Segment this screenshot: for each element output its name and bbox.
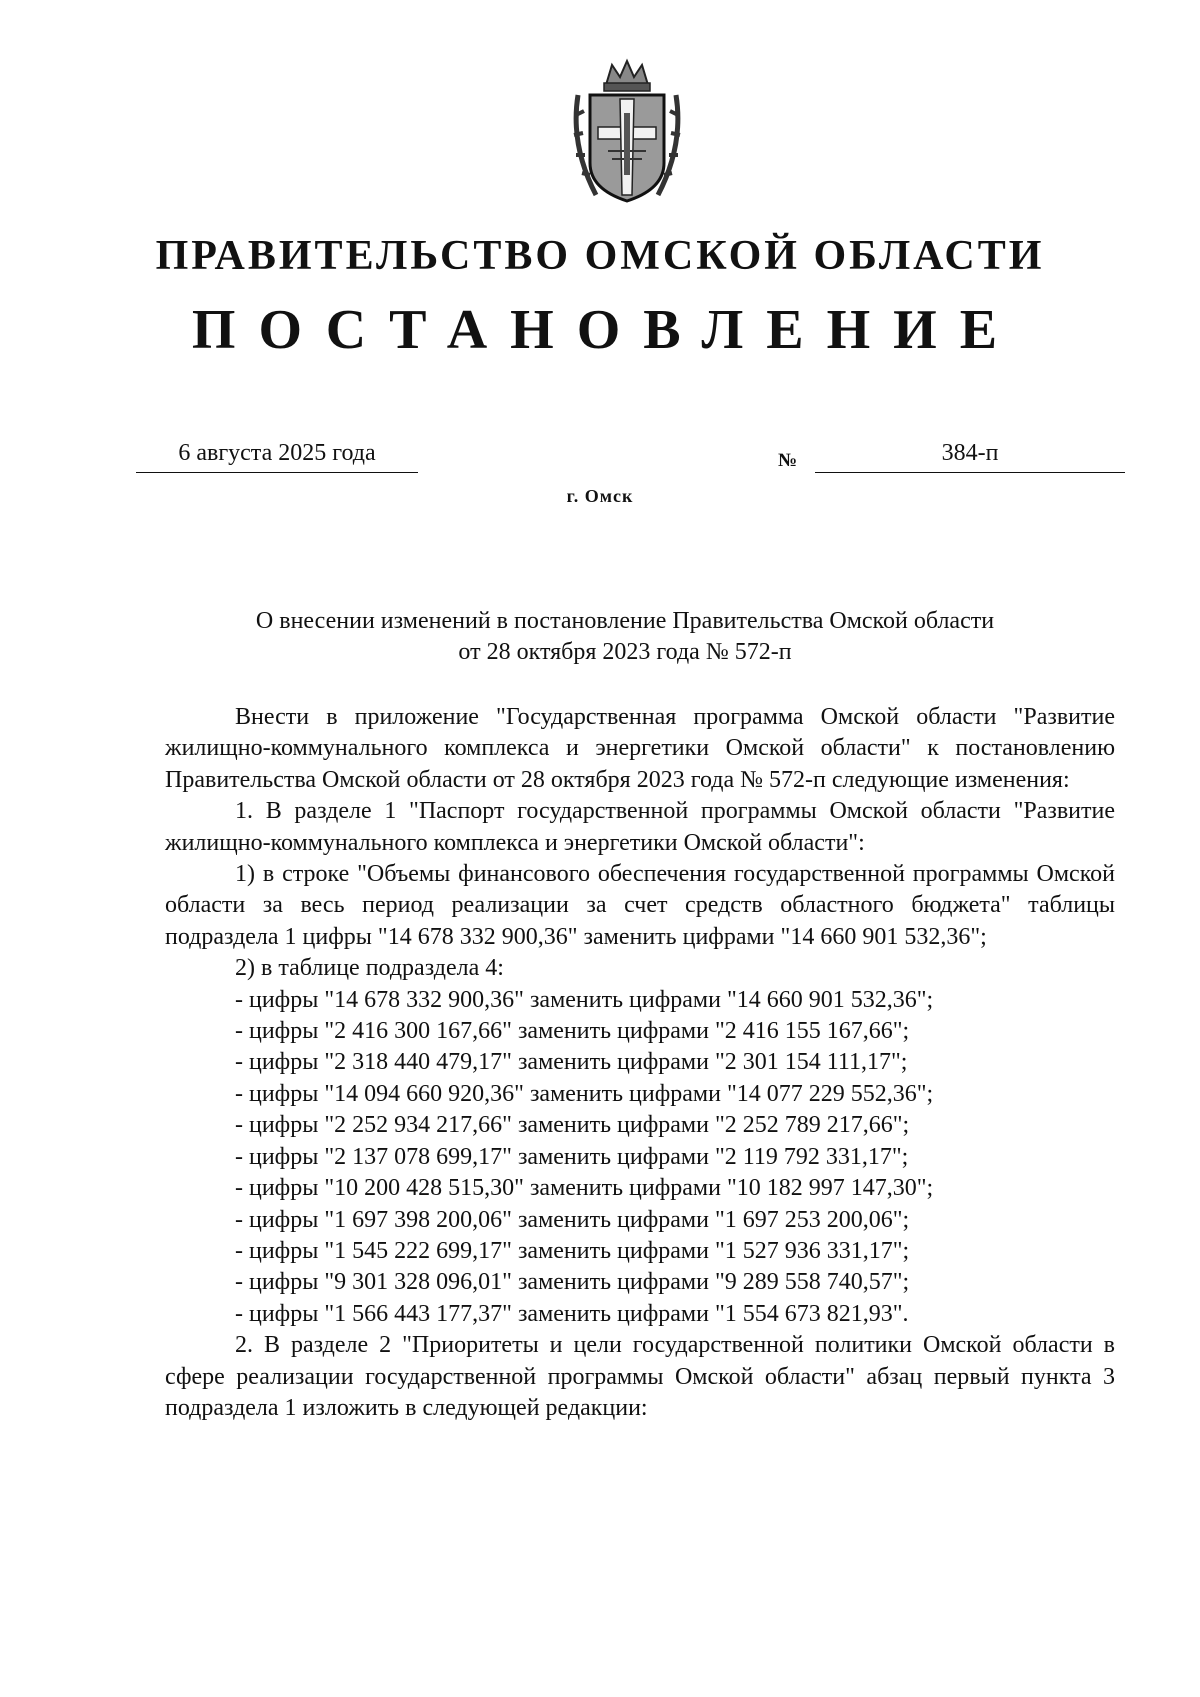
replacement-item: - цифры "14 094 660 920,36" заменить цифрами "14 077 229 552,36"; (235, 1080, 934, 1107)
replacement-item: - цифры "1 566 443 177,37" заменить цифрами "1 554 673 821,93". (235, 1300, 909, 1327)
clause-2-paragraph: 2. В разделе 2 "Приоритеты и цели государственной политики Омской области в сфере реализации государственной программы Омской области" абзац первый пункта 3 подраздела 1 изложить в следующей редакции: (165, 1332, 1115, 1421)
replacement-item: - цифры "2 252 934 217,66" заменить цифрами "2 252 789 217,66"; (235, 1112, 910, 1139)
document-type-heading: ПОСТАНОВЛЕНИЕ (191, 299, 1021, 361)
replacement-item: - цифры "1 545 222 699,17" заменить цифрами "1 527 936 331,17"; (235, 1237, 910, 1264)
clause-1-paragraph: 1. В разделе 1 "Паспорт государственной программы Омской области "Развитие жилищно-коммунального комплекса и энергетики Омской области": (165, 798, 1115, 856)
number-underline (815, 472, 1125, 473)
replacement-item: - цифры "14 678 332 900,36" заменить цифрами "14 660 901 532,36"; (235, 986, 934, 1013)
date-underline (136, 472, 418, 473)
replacement-item: - цифры "2 137 078 699,17" заменить цифрами "2 119 792 331,17"; (235, 1143, 909, 1170)
document-number: 384-п (941, 440, 999, 466)
document-subject (160, 606, 1090, 668)
document-date: 6 августа 2025 года (178, 440, 376, 466)
omsk-coat-of-arms-emblem (568, 55, 686, 205)
replacement-item: - цифры "1 697 398 200,06" заменить цифрами "1 697 253 200,06"; (235, 1206, 910, 1233)
replacement-list (165, 985, 1115, 1330)
intro-paragraph: Внести в приложение "Государственная программа Омской области "Развитие жилищно-коммунального комплекса и энергетики Омской области" к постановлению Правительства Омской области от 28 октября 2023 года № 572-п следующие изменения: (165, 704, 1115, 793)
city-label: г. Омск (566, 486, 634, 506)
subject-line-2: от 28 октября 2023 года № 572-п (458, 639, 792, 665)
subject-line-1: О внесении изменений в постановление Правительства Омской области (255, 608, 995, 634)
replacement-item: - цифры "10 200 428 515,30" заменить цифрами "10 182 997 147,30"; (235, 1175, 934, 1202)
replacement-item: - цифры "9 301 328 096,01" заменить цифрами "9 289 558 740,57"; (235, 1269, 910, 1296)
number-sign: № (778, 450, 798, 471)
subclause-1-paragraph: 1) в строке "Объемы финансового обеспечения государственной программы Омской области за весь период реализации за счет средств областного бюджета" таблицы подраздела 1 цифры "14 678 332 900,36" заменить цифрами "14 660 901 532,36"; (165, 861, 1115, 950)
subclause-2-paragraph: 2) в таблице подраздела 4: (235, 955, 504, 982)
document-body (165, 702, 1115, 1424)
government-title: ПРАВИТЕЛЬСТВО ОМСКОЙ ОБЛАСТИ (155, 233, 1045, 279)
replacement-item: - цифры "2 416 300 167,66" заменить цифрами "2 416 155 167,66"; (235, 1018, 910, 1045)
replacement-item: - цифры "2 318 440 479,17" заменить цифрами "2 301 154 111,17"; (235, 1049, 908, 1076)
